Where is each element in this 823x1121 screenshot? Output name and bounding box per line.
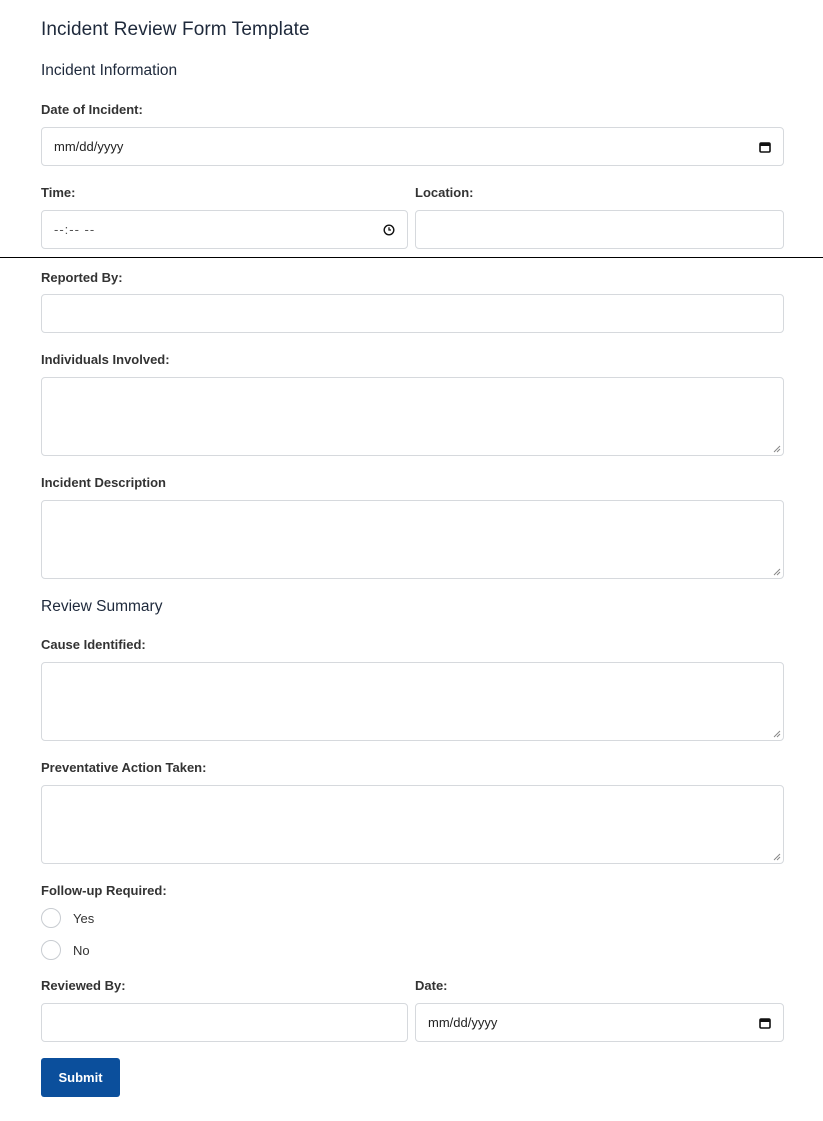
review-date-input[interactable] bbox=[415, 1003, 784, 1042]
date-of-incident-value: mm/dd/yyyy bbox=[54, 139, 124, 154]
horizontal-divider bbox=[0, 257, 823, 258]
review-date-value: mm/dd/yyyy bbox=[428, 1015, 498, 1030]
calendar-icon[interactable] bbox=[759, 1017, 771, 1029]
reported-by-input[interactable] bbox=[41, 294, 784, 333]
resize-grip-icon[interactable] bbox=[773, 853, 781, 861]
resize-grip-icon[interactable] bbox=[773, 445, 781, 453]
reviewed-by-label: Reviewed By: bbox=[41, 978, 126, 993]
location-input[interactable] bbox=[415, 210, 784, 249]
follow-up-yes-label: Yes bbox=[73, 910, 95, 926]
clock-icon[interactable] bbox=[383, 224, 395, 236]
section-title-incident-information: Incident Information bbox=[41, 62, 178, 79]
reviewed-by-input[interactable] bbox=[41, 1003, 408, 1042]
cause-identified-label: Cause Identified: bbox=[41, 637, 146, 652]
time-label: Time: bbox=[41, 185, 76, 200]
follow-up-yes-radio[interactable] bbox=[41, 908, 61, 928]
section-title-review-summary: Review Summary bbox=[41, 598, 163, 615]
resize-grip-icon[interactable] bbox=[773, 568, 781, 576]
time-input[interactable] bbox=[41, 210, 408, 249]
individuals-involved-label: Individuals Involved: bbox=[41, 352, 170, 367]
follow-up-no-radio[interactable] bbox=[41, 940, 61, 960]
preventative-action-textarea[interactable] bbox=[41, 785, 784, 864]
reported-by-label: Reported By: bbox=[41, 270, 123, 285]
incident-description-textarea[interactable] bbox=[41, 500, 784, 579]
time-value: --:-- -- bbox=[54, 222, 96, 237]
follow-up-no-label: No bbox=[73, 942, 90, 958]
follow-up-yes-option[interactable] bbox=[41, 908, 94, 928]
review-date-label: Date: bbox=[415, 978, 448, 993]
incident-description-label: Incident Description bbox=[41, 475, 166, 490]
follow-up-no-option[interactable] bbox=[41, 940, 90, 960]
page-title: Incident Review Form Template bbox=[41, 19, 310, 40]
resize-grip-icon[interactable] bbox=[773, 730, 781, 738]
cause-identified-textarea[interactable] bbox=[41, 662, 784, 741]
calendar-icon[interactable] bbox=[759, 141, 771, 153]
date-of-incident-input[interactable] bbox=[41, 127, 784, 166]
location-label: Location: bbox=[415, 185, 474, 200]
submit-button[interactable]: Submit bbox=[41, 1058, 120, 1097]
individuals-involved-textarea[interactable] bbox=[41, 377, 784, 456]
follow-up-required-label: Follow-up Required: bbox=[41, 883, 167, 898]
preventative-action-label: Preventative Action Taken: bbox=[41, 760, 207, 775]
date-of-incident-label: Date of Incident: bbox=[41, 102, 143, 117]
